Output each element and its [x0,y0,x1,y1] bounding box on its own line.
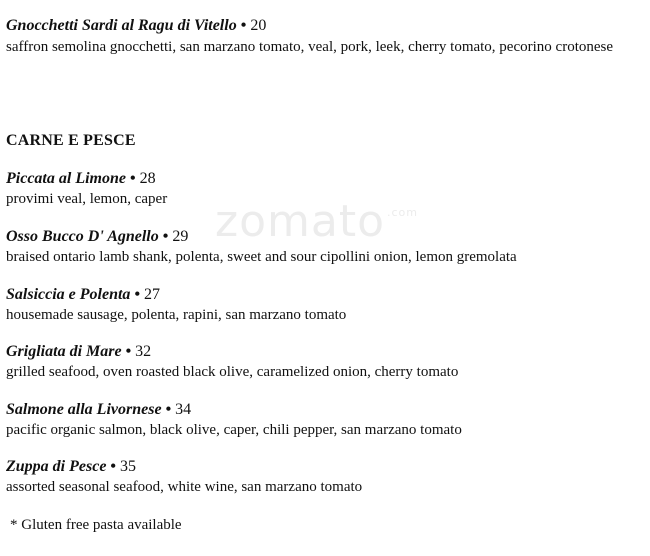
menu-item-price: 34 [175,401,192,418]
menu-item-description: housemade sausage, polenta, rapini, san marzano tomato [6,307,347,323]
menu-item-price: 29 [172,228,189,245]
menu-item-price: 28 [139,170,156,187]
bullet-separator: • [129,170,136,187]
menu-item-piccata [6,169,636,209]
menu-item-salsiccia [6,285,636,325]
menu-item-description: pacific organic salmon, black olive, caper, chili pepper, san marzano tomato [6,422,462,438]
bullet-separator: • [240,17,247,34]
menu-item-description: assorted seasonal seafood, white wine, san marzano tomato [6,479,363,495]
menu-item-description: provimi veal, lemon, caper [6,191,168,207]
menu-item-osso-bucco [6,227,636,267]
menu-item-name: Grigliata di Mare [6,343,122,360]
menu-item-title [6,169,636,189]
menu-item-price: 35 [120,458,137,475]
menu-item-name: Osso Bucco D' Agnello [6,228,159,245]
section-heading-carne-e-pesce: CARNE E PESCE [6,132,136,149]
menu-item-title [6,400,636,420]
menu-item-description: braised ontario lamb shank, polenta, sweet and sour cipollini onion, lemon gremolata [6,249,517,265]
menu-item-name: Salmone alla Livornese [6,401,162,418]
menu-item-gnocchetti [6,16,636,57]
menu-item-title [6,285,636,305]
menu-item-name: Zuppa di Pesce [6,458,107,475]
menu-item-title [6,457,636,477]
menu-item-grigliata [6,342,636,382]
menu-item-title [6,342,636,362]
menu-item-title [6,227,636,247]
menu-item-title [6,16,636,36]
bullet-separator: • [162,228,169,245]
bullet-separator: • [165,401,172,418]
bullet-separator: • [125,343,132,360]
menu-item-description: grilled seafood, oven roasted black olive, caramelized onion, cherry tomato [6,364,459,380]
menu-item-price: 27 [144,286,161,303]
menu-item-name: Salsiccia e Polenta [6,286,131,303]
menu-item-zuppa [6,457,636,497]
menu-item-name: Piccata al Limone [6,170,126,187]
menu-item-description: saffron semolina gnocchetti, san marzano tomato, veal, pork, leek, cherry tomato, pecorino crotonese [6,39,614,55]
menu-item-price: 32 [135,343,152,360]
menu-item-salmone [6,400,636,440]
watermark-suffix: .com [387,206,419,219]
menu-item-name: Gnocchetti Sardi al Ragu di Vitello [6,17,237,34]
bullet-separator: • [134,286,141,303]
watermark-text: zomato [215,196,386,247]
gluten-free-note: * Gluten free pasta available [10,517,182,533]
bullet-separator: • [110,458,117,475]
menu-item-price: 20 [250,17,267,34]
